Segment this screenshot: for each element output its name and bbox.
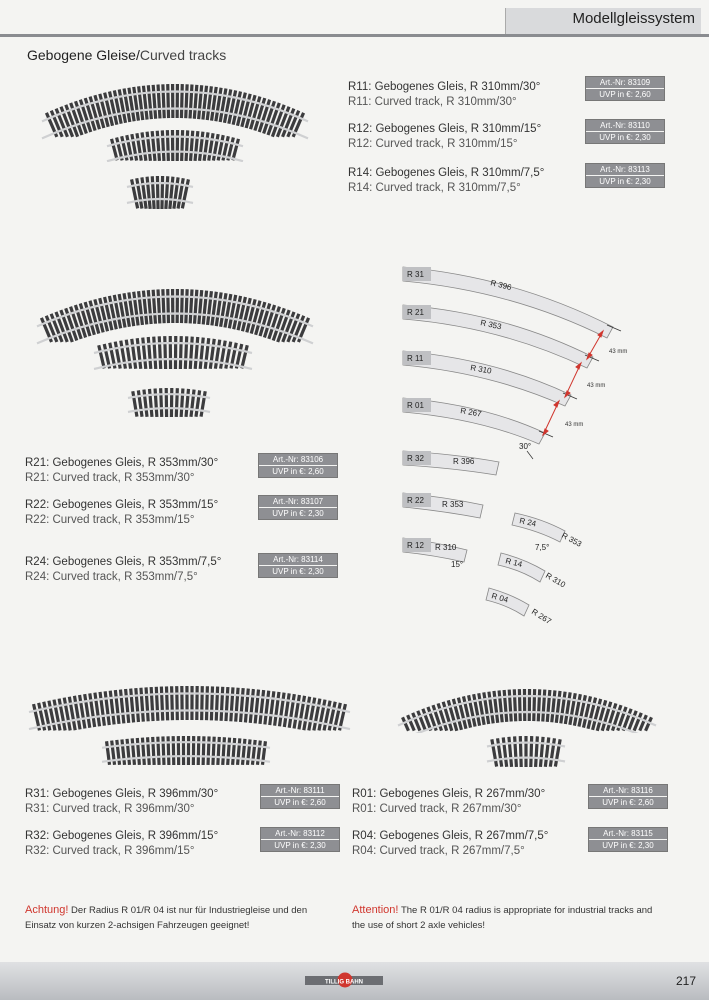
product-name-de: R22: Gebogenes Gleis, R 353mm/15° [25,499,219,511]
track-sleeper [156,737,160,765]
diagram-label-r31: R 31 [407,270,424,279]
track-sleeper [539,737,545,767]
track-image-r22 [92,330,254,370]
track-sleeper [172,736,176,765]
section-title-en: Curved tracks [139,47,227,63]
track-sleeper [205,686,209,720]
product-name-en: R22: Curved track, R 353mm/15° [25,514,195,526]
track-sleeper [166,130,170,161]
track-sleeper [161,736,165,765]
track-sleeper [175,686,179,720]
product-name-en: R04: Curved track, R 267mm/7,5° [352,845,525,857]
track-sleeper [241,739,247,765]
track-sleeper [508,689,513,721]
track-sleeper [234,688,240,722]
track-sleeper [177,736,181,765]
track-sleeper [197,736,201,765]
article-number: Art.-Nr: 83109 [586,77,664,89]
track-sleeper [175,388,179,417]
track-sleeper [164,176,169,209]
product-r04 [352,829,548,859]
track-sleeper [194,337,200,369]
track-sleeper [131,738,136,765]
track-sleeper [180,388,185,417]
track-sleeper [139,688,145,722]
product-name-de: R04: Gebogenes Gleis, R 267mm/7,5° [352,830,549,842]
track-sleeper [192,736,196,765]
track-sleeper [249,689,255,723]
product-name-de: R11: Gebogenes Gleis, R 310mm/30° [348,81,541,93]
diagram-angle-7-5: 7,5° [535,543,550,552]
price-badge-r11 [585,76,665,101]
product-name-en: R21: Curved track, R 353mm/30° [25,472,195,484]
article-number: Art.-Nr: 83107 [259,496,337,508]
track-sleeper [156,131,161,161]
header-rule [0,34,709,37]
track-sleeper [513,689,518,721]
track-sleeper [180,84,184,118]
product-r11 [348,80,540,110]
track-sleeper [152,337,157,370]
note-english-body: The R 01/R 04 radius is appropriate for industrial tracks and the use of short 2 axle vehicles! [352,905,653,931]
track-sleeper [239,688,245,722]
product-name-de: R32: Gebogenes Gleis, R 396mm/15° [25,830,219,842]
article-number: Art.-Nr: 83112 [261,828,339,840]
track-sleeper [147,337,153,369]
track-sleeper [189,389,195,417]
uvp-price: UVP in €: 2,60 [599,90,651,99]
track-sleeper [184,289,188,323]
track-sleeper [507,737,513,767]
logo-text: TILLIG BAHN [325,979,363,986]
uvp-price: UVP in €: 2,30 [599,177,651,186]
track-sleeper [129,688,135,722]
track-sleeper [210,686,214,720]
track-sleeper [182,736,185,765]
diagram-radius-r310: R 310 [469,363,493,376]
track-sleeper [160,687,165,721]
diagram-label-r12: R 12 [407,541,424,550]
uvp-price: UVP in €: 2,30 [272,567,324,576]
track-sleeper [174,336,177,369]
diagram-tick [527,451,533,459]
track-sleeper [195,686,199,720]
diagram-label-r32: R 32 [407,454,424,463]
diagram-track-r14 [498,553,545,582]
note-english-heading: Attention! [352,904,399,916]
track-sleeper [184,389,190,417]
diagram-angle-30: 30° [519,442,532,451]
track-sleeper [200,686,204,720]
diagram-radius-r310b: R 310 [435,543,457,552]
product-name-en: R31: Curved track, R 396mm/30° [25,803,195,815]
note-english [352,903,662,933]
radius-diagram [395,255,695,635]
track-sleeper [180,686,184,720]
track-sleeper [199,337,205,369]
track-sleeper [513,736,518,767]
diagram-radius-r396b: R 396 [453,457,475,466]
price-badge-r14 [585,163,665,188]
track-sleeper [156,84,161,118]
track-image-r24 [126,382,212,418]
track-sleeper [142,389,148,417]
track-sleeper [524,736,527,767]
track-sleeper [176,130,180,161]
article-number: Art.-Nr: 83113 [586,164,664,176]
track-sleeper [546,690,552,722]
track-sleeper [161,289,165,323]
note-german-heading: Achtung! [25,904,69,916]
track-rail [37,297,313,327]
track-sleeper [224,687,229,721]
track-sleeper [184,84,189,118]
page-number: 217 [676,974,697,988]
product-name-de: R21: Gebogenes Gleis, R 353mm/30° [25,457,219,469]
track-sleeper [159,388,163,417]
track-sleeper [518,689,522,721]
page-header-title: Modellgleissystem [572,10,695,27]
diagram-radius-r310c: R 310 [544,570,567,590]
track-sleeper [188,84,193,118]
track-sleeper [190,686,193,720]
product-r31 [25,787,218,817]
track-sleeper [166,289,170,323]
track-sleeper [220,687,225,721]
section-title-separator: / [135,47,140,63]
track-sleeper [176,84,179,118]
article-number: Art.-Nr: 83116 [589,785,667,797]
product-name-de: R24: Gebogenes Gleis, R 353mm/7,5° [25,556,222,568]
track-sleeper [156,176,160,209]
track-sleeper [151,176,156,209]
track-sleeper [215,687,220,721]
track-sleeper [523,689,526,721]
track-sleeper [171,289,174,323]
diagram-radius-r353: R 353 [479,318,503,332]
track-sleeper [171,84,174,118]
product-r14 [348,166,544,196]
section-title [27,47,226,63]
track-sleeper [170,388,174,417]
track-image-r01 [396,683,658,733]
diagram-radius-r267: R 267 [459,406,483,419]
diagram-radius-r396: R 396 [489,278,513,293]
uvp-price: UVP in €: 2,30 [599,133,651,142]
product-r01 [352,787,545,817]
product-name-de: R12: Gebogenes Gleis, R 310mm/15° [348,123,542,135]
track-sleeper [151,737,156,765]
track-sleeper [529,736,533,767]
track-image-r04 [485,730,567,768]
diagram-angle-15: 15° [451,560,464,569]
product-name-en: R24: Curved track, R 353mm/7,5° [25,571,198,583]
track-sleeper [244,688,250,722]
track-sleeper [202,736,206,765]
price-badge-r01 [588,784,668,809]
track-sleeper [185,686,188,720]
tillig-bahn-logo [305,972,383,988]
track-image-r14 [125,170,195,210]
track-sleeper [158,336,163,369]
track-sleeper [141,337,147,369]
product-r24 [25,555,221,585]
track-sleeper [541,689,546,721]
track-image-r12 [105,124,245,162]
diagram-label-r11: R 11 [407,354,424,363]
track-sleeper [176,289,179,323]
track-sleeper [189,337,194,370]
track-sleeper [169,336,172,369]
track-sleeper [170,686,174,720]
price-badge-r04 [588,827,668,852]
track-sleeper [229,687,234,721]
product-name-de: R31: Gebogenes Gleis, R 396mm/30° [25,788,219,800]
track-sleeper [246,739,252,765]
track-sleeper [166,84,170,118]
article-number: Art.-Nr: 83110 [586,120,664,132]
uvp-price: UVP in €: 2,60 [274,798,326,807]
track-sleeper [124,689,130,723]
track-sleeper [231,738,236,765]
track-sleeper [534,736,539,767]
track-sleeper [146,737,151,765]
product-name-en: R11: Curved track, R 310mm/30° [348,96,517,108]
track-sleeper [189,131,194,161]
note-german [25,903,335,933]
track-sleeper [165,686,169,720]
track-sleeper [206,736,210,765]
product-name-en: R01: Curved track, R 267mm/30° [352,803,522,815]
track-sleeper [503,690,509,722]
price-badge-r12 [585,119,665,144]
track-sleeper [148,389,154,417]
uvp-price: UVP in €: 2,30 [272,509,324,518]
product-name-en: R32: Curved track, R 396mm/15° [25,845,195,857]
track-sleeper [189,289,194,323]
spacing-label-1: 43 mm [609,349,628,355]
article-number: Art.-Nr: 83115 [589,828,667,840]
track-sleeper [180,289,184,323]
diagram-radius-r353c: R 353 [560,530,584,549]
product-r32 [25,829,218,859]
uvp-price: UVP in €: 2,30 [602,841,654,850]
track-sleeper [179,336,183,369]
diagram-label-r24: R 24 [518,516,537,529]
uvp-price: UVP in €: 2,30 [274,841,326,850]
price-badge-r24 [258,553,338,578]
spacing-label-3: 43 mm [565,422,584,428]
product-name-de: R01: Gebogenes Gleis, R 267mm/30° [352,788,546,800]
track-sleeper [153,388,158,417]
diagram-radius-r353b: R 353 [442,500,464,509]
track-sleeper [187,736,190,765]
track-sleeper [161,130,166,161]
article-number: Art.-Nr: 83114 [259,554,337,566]
diagram-label-r22: R 22 [407,496,424,505]
product-name-en: R12: Curved track, R 310mm/15° [348,138,518,150]
track-sleeper [156,289,161,323]
diagram-label-r01: R 01 [407,401,424,410]
track-sleeper [160,176,164,209]
track-sleeper [120,739,126,765]
track-sleeper [528,689,531,721]
track-sleeper [519,736,523,767]
track-sleeper [115,740,121,765]
track-sleeper [184,336,189,369]
track-sleeper [155,687,160,721]
price-badge-r32 [260,827,340,852]
track-sleeper [141,737,146,765]
product-r21 [25,456,218,486]
track-sleeper [144,687,149,721]
track-image-r31 [27,680,352,732]
track-sleeper [165,388,169,417]
price-badge-r22 [258,495,338,520]
track-sleeper [226,737,231,765]
track-sleeper [125,739,131,765]
track-sleeper [211,737,215,765]
track-sleeper [532,689,536,721]
track-sleeper [537,689,542,721]
product-r22 [25,498,218,528]
track-sleeper [236,738,241,765]
track-sleeper [166,736,170,765]
track-sleeper [221,737,226,765]
price-badge-r31 [260,784,340,809]
section-title-de: Gebogene Gleise [27,47,136,63]
note-german-body: Der Radius R 01/R 04 ist nur für Industriegleise und den Einsatz von kurzen 2-achsigen Fahrzeugen geeignet! [25,905,308,931]
product-r12 [348,122,541,152]
uvp-price: UVP in €: 2,60 [272,467,324,476]
diagram-radius-r267b: R 267 [529,607,553,627]
diagram-label-r04: R 04 [490,591,510,605]
product-name-en: R14: Curved track, R 310mm/7,5° [348,182,521,194]
track-sleeper [152,290,158,324]
track-sleeper [163,336,167,369]
track-sleeper [136,738,141,765]
track-sleeper [171,130,175,161]
diagram-label-r21: R 21 [407,308,424,317]
track-sleeper [180,130,184,161]
track-sleeper [161,84,166,118]
track-sleeper [134,688,140,722]
track-sleeper [184,130,189,161]
spacing-label-2: 43 mm [587,383,606,389]
track-sleeper [216,737,221,765]
article-number: Art.-Nr: 83111 [261,785,339,797]
uvp-price: UVP in €: 2,60 [602,798,654,807]
track-sleeper [193,290,199,324]
diagram-label-r14: R 14 [504,556,524,570]
track-sleeper [251,740,257,765]
product-name-de: R14: Gebogenes Gleis, R 310mm/7,5° [348,167,545,179]
track-sleeper [150,687,155,721]
price-badge-r21 [258,453,338,478]
track-image-r32 [100,730,272,766]
article-number: Art.-Nr: 83106 [259,454,337,466]
